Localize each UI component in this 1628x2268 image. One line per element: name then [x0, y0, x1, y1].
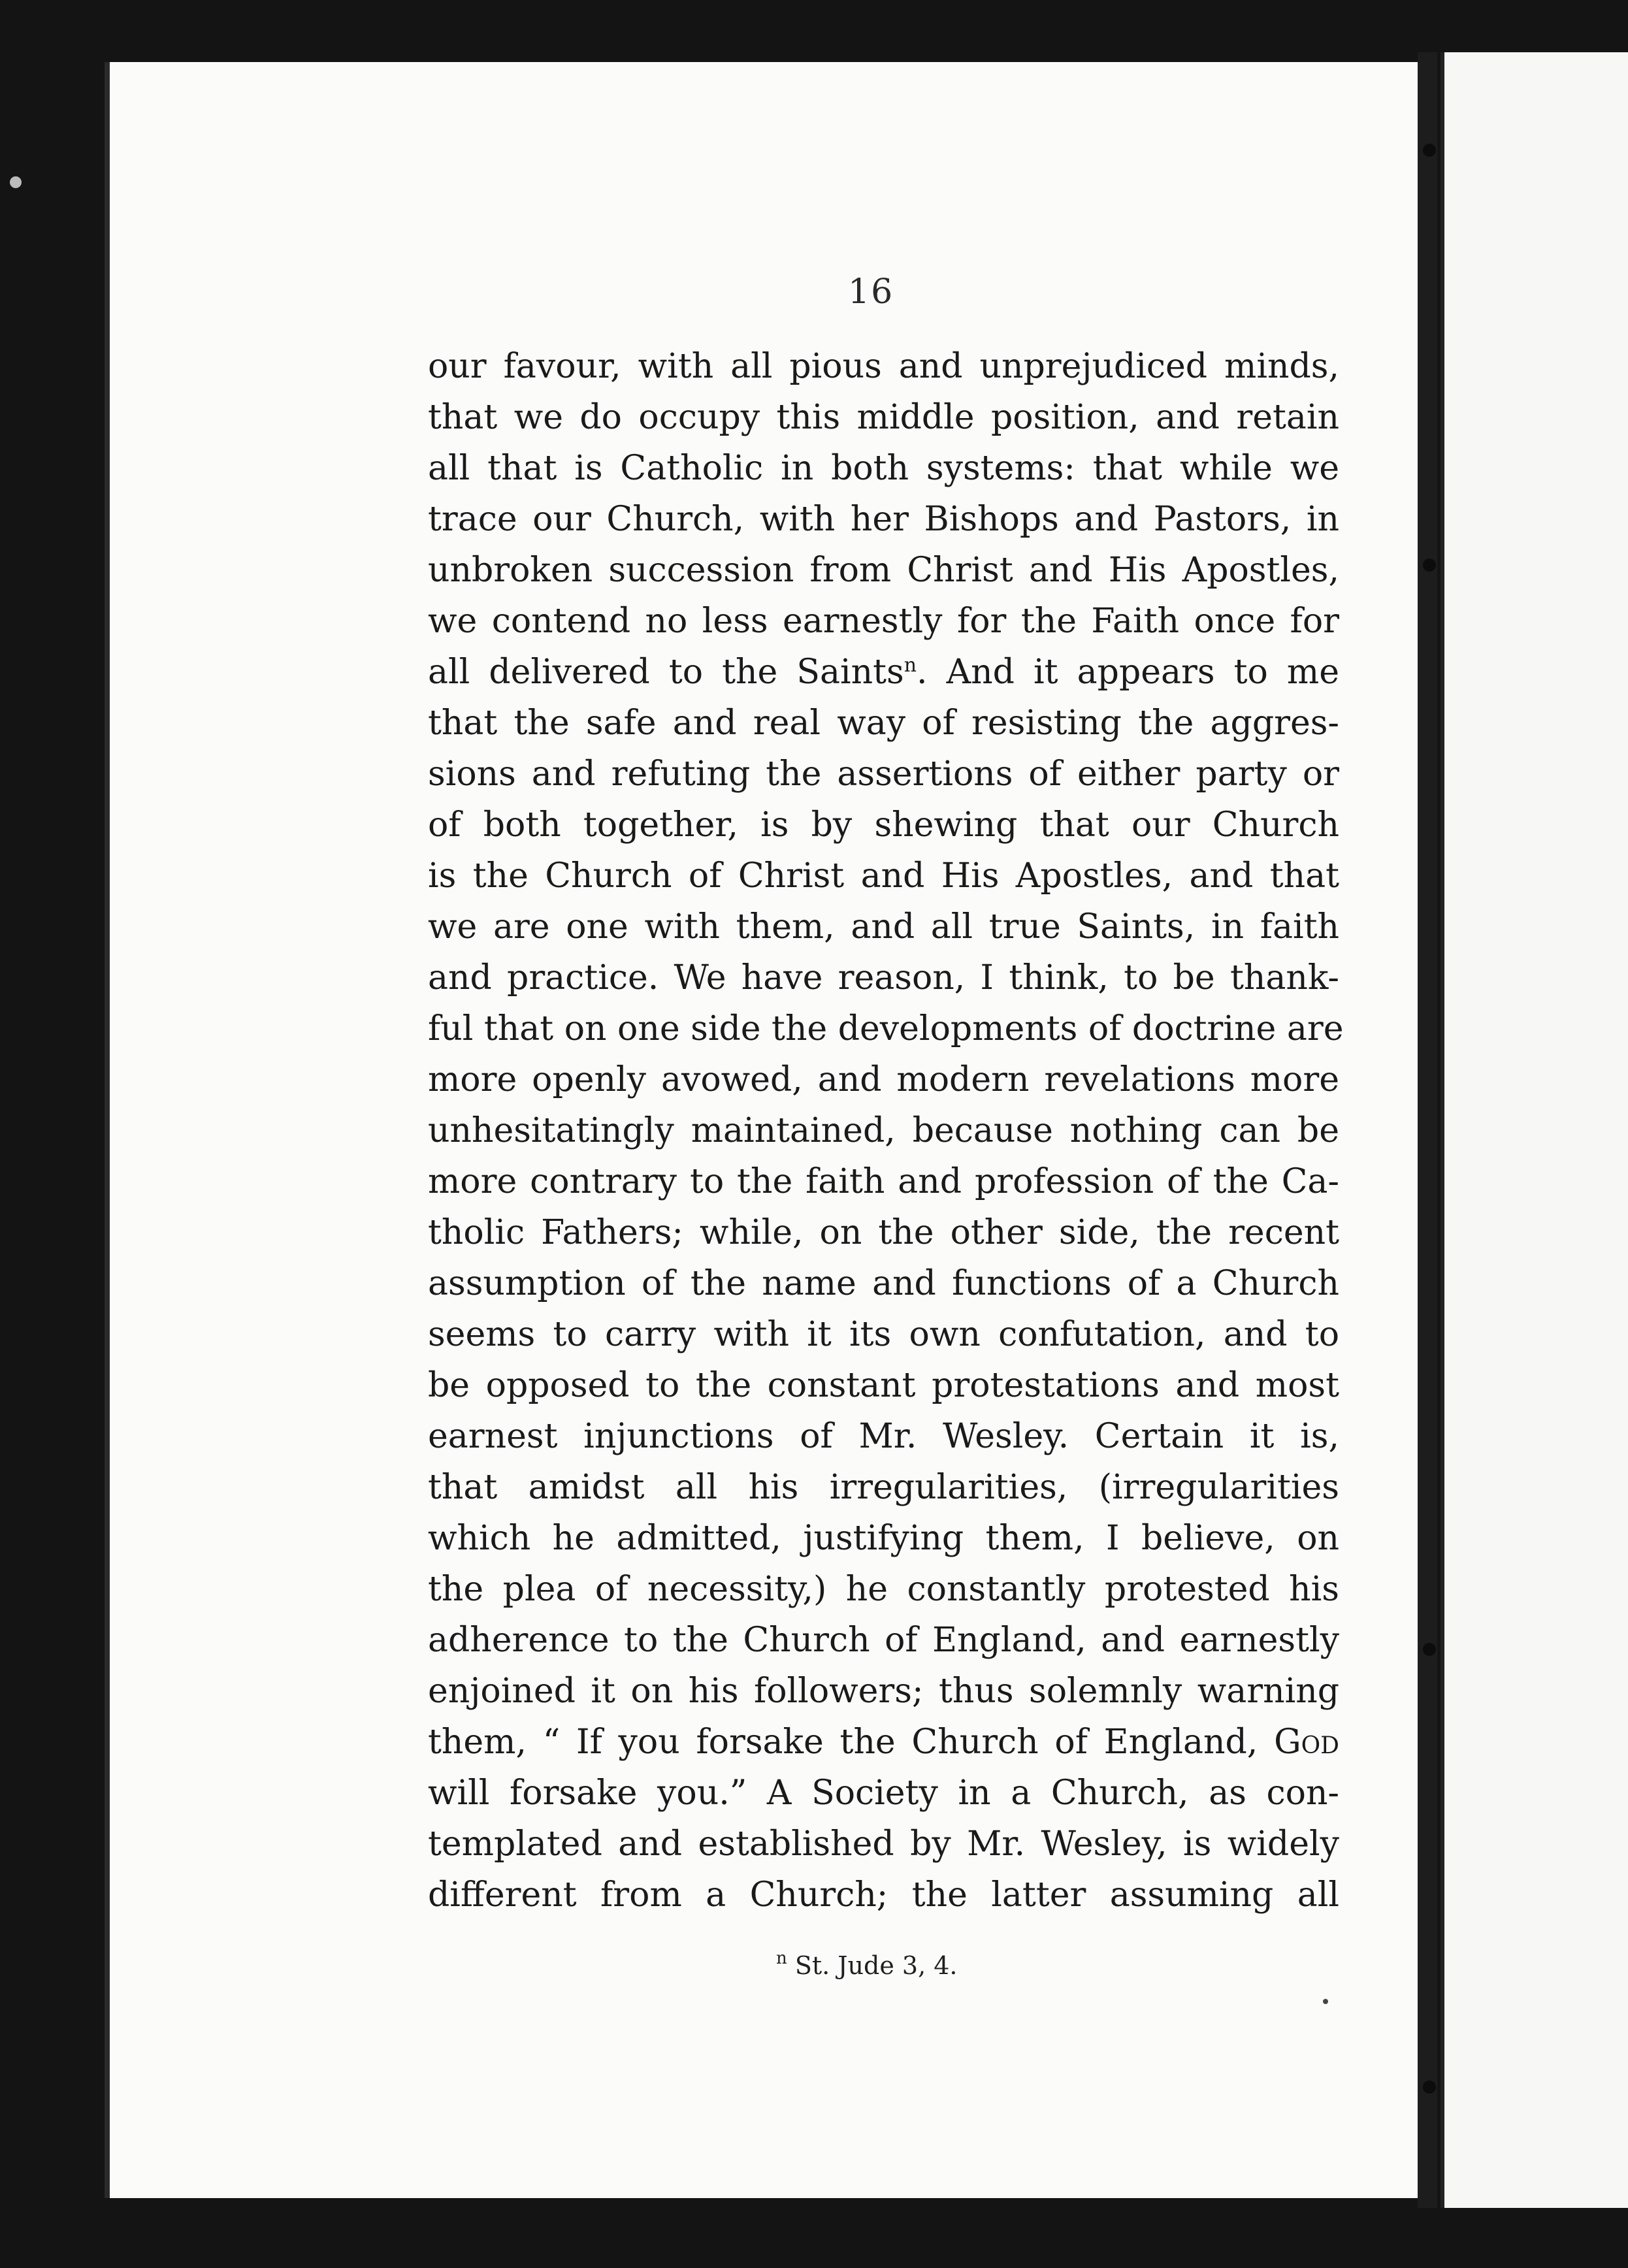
text-line: will forsake you.” A Society in a Church, as con- — [428, 1774, 1339, 1813]
text-line: be opposed to the constant protestations and most — [428, 1366, 1339, 1405]
footnote — [776, 1951, 958, 1980]
binding-stitch — [1423, 2081, 1436, 2094]
book-page — [105, 62, 1418, 2198]
text-line-part: all delivered to the Saints — [428, 653, 904, 692]
text-line: tholic Fathers; while, on the other side, the recent — [428, 1213, 1339, 1252]
text-line: that we do occupy this middle position, and retain — [428, 398, 1339, 437]
text-line: trace our Church, with her Bishops and Pastors, in — [428, 500, 1339, 539]
page-gutter — [1418, 52, 1437, 2208]
footnote-marker: n — [776, 1949, 787, 1968]
text-line: the plea of necessity,) he constantly protested his — [428, 1570, 1339, 1609]
text-line: enjoined it on his followers; thus solemnly warning — [428, 1672, 1339, 1711]
text-line: different from a Church; the latter assuming all — [428, 1875, 1339, 1915]
text-line: assumption of the name and functions of a Church — [428, 1264, 1339, 1303]
page-number: 16 — [848, 272, 894, 312]
facing-page-edge — [1441, 52, 1628, 2208]
text-line: we contend no less earnestly for the Faith once for — [428, 602, 1339, 641]
binding-stitch — [1423, 1643, 1436, 1656]
text-line: earnest injunctions of Mr. Wesley. Certain it is, — [428, 1417, 1339, 1456]
binding-stitch — [1423, 144, 1436, 157]
body-text — [428, 341, 1344, 1920]
text-line: we are one with them, and all true Saints, in faith — [428, 907, 1339, 947]
text-line: of both together, is by shewing that our Church — [428, 805, 1339, 845]
text-line: our favour, with all pious and unprejudiced minds, — [428, 347, 1339, 386]
text-line: seems to carry with it its own confutation, and to — [428, 1315, 1339, 1354]
text-line-with-footnote-ref — [428, 647, 1339, 698]
text-line-with-small-caps — [428, 1717, 1339, 1768]
text-line: more openly avowed, and modern revelations more — [428, 1060, 1339, 1099]
text-line: which he admitted, justifying them, I believe, on — [428, 1519, 1339, 1558]
text-line: ful that on one side the developments of doctrine are — [428, 1009, 1344, 1048]
text-line: templated and established by Mr. Wesley, is widely — [428, 1824, 1339, 1864]
text-line: that the safe and real way of resisting the aggres- — [428, 704, 1339, 743]
text-line: and practice. We have reason, I think, to be thank- — [428, 958, 1339, 997]
text-line: more contrary to the faith and profession of the Ca- — [428, 1162, 1339, 1201]
footnote-reference: n — [904, 654, 917, 677]
text-line: sions and refuting the assertions of either party or — [428, 754, 1339, 794]
text-line: unbroken succession from Christ and His Apostles, — [428, 551, 1339, 590]
text-line: unhesitatingly maintained, because nothing can be — [428, 1111, 1339, 1150]
text-line: that amidst all his irregularities, (irregularities — [428, 1468, 1339, 1507]
text-line-part: them, “ If you forsake the Church of England, — [428, 1723, 1275, 1762]
footnote-text: St. Jude 3, 4. — [794, 1951, 958, 1980]
text-line: adherence to the Church of England, and earnestly — [428, 1621, 1339, 1660]
scan-speck — [10, 176, 22, 188]
text-line: all that is Catholic in both systems: that while we — [428, 449, 1339, 488]
scan-speck — [1323, 1999, 1328, 2004]
small-caps-word: God — [1274, 1723, 1339, 1762]
binding-stitch — [1423, 559, 1436, 572]
text-line-part: . And it appears to me — [917, 653, 1339, 692]
text-line: is the Church of Christ and His Apostles, and that — [428, 856, 1339, 896]
